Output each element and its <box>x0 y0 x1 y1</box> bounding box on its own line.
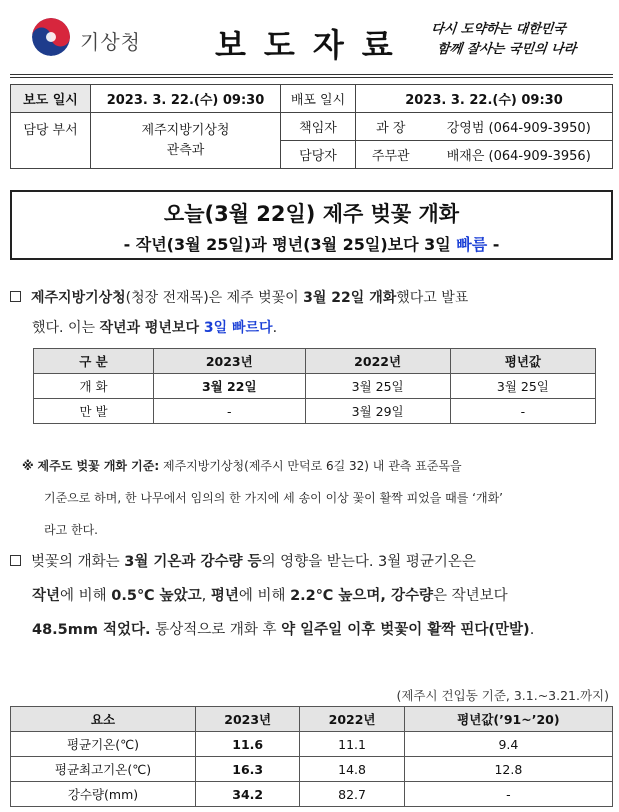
release-value: 2023. 3. 22.(수) 09:30 <box>91 85 281 113</box>
p1-highlight: 3일 빠르다 <box>203 320 273 336</box>
p1-text: 제주지방기상청 <box>31 290 126 306</box>
table-row <box>11 782 613 807</box>
table-row <box>11 732 613 757</box>
note-text: 라고 한다. <box>44 523 98 537</box>
subheadline-highlight: 빠름 <box>456 235 488 254</box>
table-cell: 12.8 <box>404 757 612 782</box>
subheadline-text: - 작년(3월 25일)과 평년(3월 25일)보다 3일 <box>123 235 457 254</box>
p1-text: . <box>272 320 278 336</box>
table-cell: 3월 22일 <box>154 374 306 399</box>
p2-text: 0.5℃ 높았고 <box>111 588 202 604</box>
press-header <box>10 8 613 78</box>
table-row <box>34 399 596 424</box>
table-cell: 14.8 <box>300 757 404 782</box>
dist-label: 배포 일시 <box>281 85 356 113</box>
p1-text: 했다고 발표 <box>396 290 469 306</box>
table-cell: - <box>404 782 612 807</box>
checkbox-square-icon <box>10 555 21 566</box>
table-header: 2022년 <box>305 349 450 374</box>
release-info-table <box>10 84 613 169</box>
table-header: 2022년 <box>300 707 404 732</box>
table-cell: 3월 25일 <box>450 374 595 399</box>
table-header: 2023년 <box>154 349 306 374</box>
kma-logo-icon <box>32 18 70 56</box>
table-cell: - <box>154 399 306 424</box>
dist-value: 2023. 3. 22.(수) 09:30 <box>356 85 613 113</box>
table-cell: 11.1 <box>300 732 404 757</box>
paragraph-1 <box>10 283 610 343</box>
weather-table <box>10 706 613 807</box>
note-mark: ※ <box>22 459 34 473</box>
paragraph-2 <box>10 545 610 647</box>
table-cell: 3월 29일 <box>305 399 450 424</box>
p2-text: 은 작년보다 <box>432 588 508 604</box>
table-cell: 11.6 <box>196 732 300 757</box>
p1-text: (청장 전재목)은 제주 벚꽃이 <box>125 290 304 306</box>
p2-text: 통상적으로 개화 후 <box>150 622 282 638</box>
resp-label: 책임자 <box>281 113 356 141</box>
p1-text: 했다. 이는 <box>32 320 100 336</box>
headline: 오늘(3월 22일) 제주 벚꽃 개화 <box>163 202 460 226</box>
p2-text: 벚꽃의 개화는 <box>31 554 125 570</box>
bloom-table <box>33 348 596 424</box>
slogan-line: 함께 잘사는 국민의 나라 <box>436 42 577 57</box>
slogan-line: 다시 도약하는 대한민국 <box>430 22 567 37</box>
p2-text: 작년 <box>32 588 61 604</box>
resp-title: 과 장 <box>356 113 426 141</box>
p1-text: 작년과 평년보다 <box>99 320 204 336</box>
headline-box <box>10 190 613 260</box>
table-cell: 16.3 <box>196 757 300 782</box>
dept-label: 담당 부서 <box>11 113 91 169</box>
table-cell: 9.4 <box>404 732 612 757</box>
table-header: 2023년 <box>196 707 300 732</box>
table-cell: 82.7 <box>300 782 404 807</box>
table-row <box>34 374 596 399</box>
release-label: 보도 일시 <box>11 85 91 113</box>
staff-label: 담당자 <box>281 141 356 169</box>
p2-text: 평년 <box>210 588 239 604</box>
p2-text: 의 영향을 받는다. 3월 평균기온은 <box>261 554 476 570</box>
dept-name: 제주지방기상청 <box>141 122 230 138</box>
staff-title: 주무관 <box>356 141 426 169</box>
checkbox-square-icon <box>10 291 21 302</box>
resp-name: 강영범 (064-909-3950) <box>426 113 613 141</box>
table-row <box>11 757 613 782</box>
subheadline <box>12 232 611 255</box>
bloom-criteria-note <box>22 450 612 546</box>
source-note: (제주시 건입동 기준, 3.1.~3.21.까지) <box>396 688 609 703</box>
table-header: 요소 <box>11 707 196 732</box>
staff-name: 배재은 (064-909-3956) <box>426 141 613 169</box>
p1-text: 3월 22일 개화 <box>303 290 397 306</box>
table-cell: 3월 25일 <box>305 374 450 399</box>
table-cell: 평균최고기온(℃) <box>11 757 196 782</box>
p2-text: 에 비해 <box>60 588 112 604</box>
table-cell: 강수량(mm) <box>11 782 196 807</box>
note-text: 기준으로 하며, 한 나무에서 임의의 한 가지에 세 송이 이상 꽃이 활짝 피었을 때를 ‘개화’ <box>44 491 503 505</box>
p2-text: 에 비해 <box>238 588 291 604</box>
dept-value <box>91 113 281 169</box>
table-cell: 만 발 <box>34 399 154 424</box>
table-header: 평년값(’91~’20) <box>404 707 612 732</box>
table-cell: - <box>450 399 595 424</box>
p2-text: 3월 기온과 강수량 등 <box>124 554 262 570</box>
table-cell: 개 화 <box>34 374 154 399</box>
p2-text: 약 일주일 이후 벚꽃이 활짝 핀다(만발) <box>281 622 530 638</box>
page-title: 보도자료 <box>215 26 411 64</box>
table-cell: 34.2 <box>196 782 300 807</box>
table-header: 구 분 <box>34 349 154 374</box>
note-bold: 제주도 벚꽃 개화 기준: <box>37 459 160 473</box>
slogan <box>428 20 612 60</box>
agency-name: 기상청 <box>80 30 141 54</box>
subheadline-text: - <box>487 235 500 254</box>
table-cell: 평균기온(℃) <box>11 732 196 757</box>
p2-text: 2.2℃ 높으며, 강수량 <box>290 588 433 604</box>
table-header: 평년값 <box>450 349 595 374</box>
dept-sub: 관측과 <box>166 142 205 158</box>
note-text: 제주지방기상청(제주시 만덕로 6길 32) 내 관측 표준목을 <box>159 459 462 473</box>
p2-text: , <box>201 588 211 604</box>
p2-text: 48.5mm 적었다. <box>32 622 151 638</box>
p2-text: . <box>529 622 535 638</box>
